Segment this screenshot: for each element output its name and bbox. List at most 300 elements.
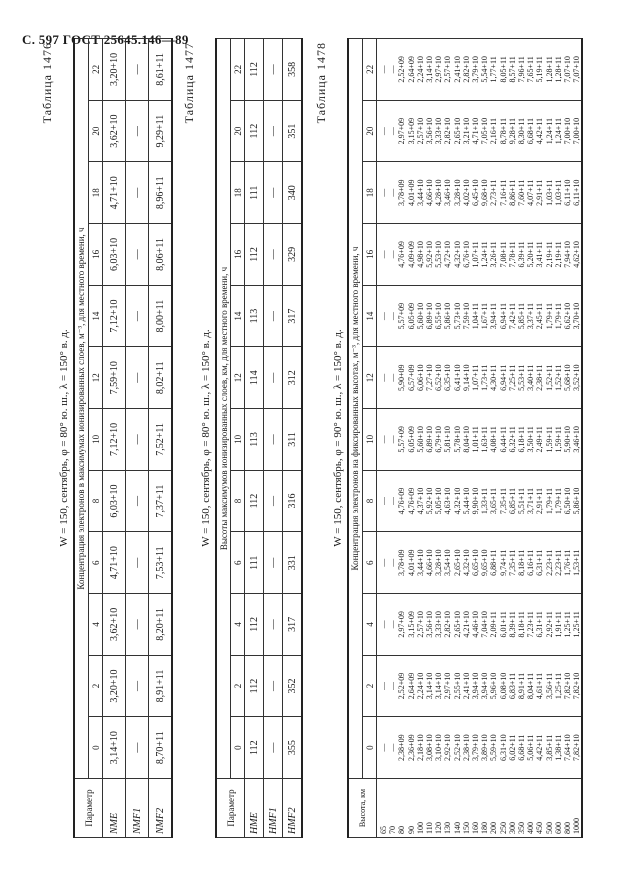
- value-cell: —: [379, 558, 388, 567]
- value-cell: 7,96+11: [517, 56, 527, 83]
- altitude-value: 65: [379, 826, 388, 834]
- value-cell: 2,24+10: [415, 56, 425, 83]
- value-cell: —: [264, 162, 283, 224]
- value-cell: 3,15+09: [406, 117, 416, 145]
- value-cell: 316: [283, 470, 303, 532]
- value-cell: 1,53+11: [572, 549, 582, 576]
- value-cell: 4,76+09: [406, 487, 416, 515]
- value-cell: 7,00+10: [563, 117, 573, 145]
- value-cell: 6,03+10: [103, 224, 126, 286]
- hour-header: 6: [363, 532, 377, 594]
- value-cell: 2,09+11: [489, 611, 499, 638]
- value-cell: 3,62+10: [103, 594, 126, 656]
- param-cell: NME: [103, 779, 126, 838]
- value-cell: 5,19+11: [535, 56, 545, 83]
- value-cell: 2,64+09: [406, 56, 416, 83]
- value-cell: —: [126, 100, 149, 162]
- value-cell: 5,59+10: [489, 734, 499, 761]
- value-cell: 7,12+10: [103, 285, 126, 347]
- value-cell: 6,02+11: [507, 734, 517, 761]
- value-cell: 1,25+11: [553, 672, 563, 700]
- value-cell: 6,18+11: [517, 426, 527, 453]
- param-header: Параметр: [74, 779, 103, 838]
- value-cell: 3,41+11: [535, 241, 545, 268]
- table-row: [103, 39, 126, 838]
- value-cell: 6,79+10: [434, 426, 444, 453]
- altitude-value: 250: [498, 822, 508, 834]
- hour-header: 18: [363, 162, 377, 224]
- value-cell: 2,64+09: [406, 672, 416, 700]
- value-cell: 4,76+09: [397, 487, 407, 515]
- value-cell: 4,21+10: [461, 611, 471, 638]
- hour-header: 16: [231, 224, 245, 286]
- value-cell: 8,70+11: [149, 717, 173, 779]
- value-cell: 6,06+10: [415, 364, 425, 391]
- value-cell: 2,91+11: [535, 487, 545, 515]
- value-cell: —: [388, 435, 398, 444]
- hour-header: 20: [231, 100, 245, 162]
- altitude-header: Высота, км: [348, 779, 377, 838]
- value-cell: 7,82+10: [572, 672, 582, 700]
- value-cell: 2,65+10: [452, 117, 462, 145]
- value-cell: —: [264, 655, 283, 717]
- value-cell: 2,92+10: [443, 734, 453, 761]
- value-cell: —: [264, 409, 283, 471]
- value-column: [377, 594, 583, 656]
- value-cell: 2,73+11: [489, 179, 499, 206]
- hour-header: 22: [363, 39, 377, 101]
- value-cell: 1,77+11: [489, 56, 499, 83]
- value-cell: 2,82+10: [461, 56, 471, 83]
- value-cell: 7,53+11: [149, 532, 173, 594]
- value-cell: 5,92+10: [425, 487, 435, 515]
- value-cell: 6,31+10: [498, 734, 508, 761]
- value-cell: —: [379, 682, 388, 691]
- value-cell: 7,42+11: [507, 302, 517, 330]
- value-cell: 9,90+10: [471, 487, 481, 515]
- altitude-value: 120: [434, 822, 444, 834]
- table-row: [126, 39, 149, 838]
- value-cell: 317: [283, 285, 303, 347]
- value-cell: 5,06+11: [526, 734, 536, 761]
- value-cell: —: [264, 39, 283, 101]
- value-cell: 4,32+10: [461, 549, 471, 576]
- value-cell: 7,52+11: [149, 409, 173, 471]
- value-cell: 1,28+11: [553, 56, 563, 83]
- value-cell: 5,53+11: [517, 364, 527, 391]
- value-cell: 4,01+09: [406, 549, 416, 576]
- hour-header: 8: [363, 470, 377, 532]
- value-cell: 7,35+11: [498, 487, 508, 515]
- value-cell: 4,01+09: [406, 179, 416, 207]
- value-cell: 2,91+11: [535, 179, 545, 206]
- value-cell: 4,62+10: [572, 241, 582, 268]
- param-header: Параметр: [216, 779, 245, 838]
- value-cell: 9,28+11: [507, 118, 517, 145]
- value-cell: 112: [245, 655, 264, 717]
- value-cell: 3,20+10: [103, 39, 126, 101]
- value-cell: 7,00+10: [572, 117, 582, 145]
- altitude-value: 130: [443, 822, 453, 834]
- table-1476-block: [40, 38, 173, 838]
- value-cell: 4,07+11: [526, 179, 536, 206]
- value-cell: 331: [283, 532, 303, 594]
- value-cell: 7,65+11: [526, 56, 536, 83]
- value-cell: 1,63+11: [480, 426, 490, 453]
- value-cell: 6,62+10: [563, 302, 573, 330]
- value-cell: 8,61+11: [149, 39, 173, 101]
- value-cell: 3,79+10: [471, 734, 481, 761]
- value-cell: 7,08+11: [498, 241, 508, 268]
- value-cell: —: [388, 743, 398, 752]
- value-cell: 3,44+10: [415, 549, 425, 576]
- value-cell: 7,25+11: [507, 364, 517, 391]
- value-cell: 6,45+10: [471, 179, 481, 207]
- value-cell: 3,21+10: [461, 117, 471, 145]
- value-cell: 1,04+11: [471, 302, 481, 330]
- value-cell: 4,71+10: [103, 532, 126, 594]
- altitude-value: 140: [452, 822, 462, 834]
- altitude-value: 500: [544, 822, 554, 834]
- value-cell: —: [264, 100, 283, 162]
- value-cell: 2,24+10: [415, 672, 425, 700]
- value-cell: —: [388, 373, 398, 382]
- value-cell: 6,39+11: [517, 241, 527, 268]
- value-cell: 2,55+10: [452, 672, 462, 700]
- value-cell: 5,05+10: [434, 487, 444, 515]
- value-cell: 6,68+11: [517, 734, 527, 761]
- value-cell: 8,39+11: [507, 611, 517, 638]
- value-cell: 2,97+10: [443, 672, 453, 700]
- param-cell: HMF2: [283, 779, 303, 838]
- value-cell: 3,08+10: [425, 734, 435, 761]
- value-cell: 3,62+10: [103, 100, 126, 162]
- value-cell: 3,56+11: [544, 672, 554, 700]
- value-cell: 1,91+11: [553, 611, 563, 638]
- value-column: [377, 100, 583, 162]
- value-cell: —: [126, 409, 149, 471]
- altitude-value: 800: [563, 822, 573, 834]
- value-cell: 8,91+11: [149, 655, 173, 717]
- hour-header: 22: [89, 39, 103, 101]
- value-cell: 1,59+11: [544, 426, 554, 453]
- value-cell: 4,08+11: [489, 426, 499, 453]
- value-cell: 3,79+10: [471, 56, 481, 83]
- value-cell: —: [264, 532, 283, 594]
- table-title: W = 150, сентябрь, φ = 80° ю. ш., λ = 150° в. д.: [200, 329, 212, 547]
- value-cell: 3,15+09: [406, 611, 416, 638]
- value-cell: 3,52+10: [572, 364, 582, 391]
- value-cell: 311: [283, 409, 303, 471]
- value-cell: 5,20+11: [526, 241, 536, 268]
- value-column: [377, 717, 583, 779]
- value-cell: 4,66+10: [425, 179, 435, 207]
- value-cell: —: [388, 127, 398, 136]
- value-cell: 312: [283, 347, 303, 409]
- hour-header: 14: [89, 285, 103, 347]
- value-cell: 4,30+11: [489, 364, 499, 391]
- value-cell: 112: [245, 594, 264, 656]
- table-1477: [215, 38, 303, 838]
- hour-header: 12: [231, 347, 245, 409]
- value-cell: 358: [283, 39, 303, 101]
- value-cell: 1,03+11: [553, 179, 563, 206]
- hour-header: 0: [231, 717, 245, 779]
- value-cell: 2,36+09: [406, 734, 416, 761]
- value-cell: 8,04+10: [461, 426, 471, 453]
- value-cell: 1,73+11: [480, 364, 490, 391]
- altitude-value: 180: [480, 822, 490, 834]
- value-cell: 2,19+11: [544, 241, 554, 268]
- value-cell: 3,89+10: [480, 734, 490, 761]
- value-cell: 1,01+11: [471, 426, 481, 453]
- value-cell: 5,78+10: [452, 426, 462, 453]
- altitude-column: [377, 779, 583, 838]
- table-number: Таблица 1477: [182, 42, 196, 124]
- altitude-value: 200: [489, 822, 499, 834]
- value-cell: —: [379, 312, 388, 321]
- value-cell: 6,89+10: [425, 426, 435, 453]
- value-cell: 6,31+11: [535, 611, 545, 638]
- value-cell: 4,42+11: [535, 118, 545, 145]
- value-cell: 6,08+10: [498, 672, 508, 700]
- table-1478: [347, 38, 583, 838]
- value-cell: 2,57+10: [415, 117, 425, 145]
- value-cell: 2,82+10: [443, 611, 453, 638]
- value-cell: 3,37+11: [526, 302, 536, 330]
- value-cell: 1,33+11: [480, 487, 490, 515]
- value-cell: —: [388, 65, 398, 74]
- value-cell: 3,14+10: [425, 56, 435, 83]
- value-cell: 6,52+10: [434, 364, 444, 391]
- value-cell: 4,28+10: [434, 179, 444, 207]
- value-cell: —: [126, 717, 149, 779]
- value-cell: 6,55+10: [434, 302, 444, 330]
- value-cell: 1,79+11: [544, 302, 554, 330]
- value-cell: 7,12+10: [103, 409, 126, 471]
- value-cell: 112: [245, 39, 264, 101]
- altitude-value: 450: [535, 822, 545, 834]
- value-cell: 6,94+11: [498, 302, 508, 330]
- page-header: С. 597 ГОСТ 25645.146—89: [22, 32, 189, 47]
- value-cell: 2,23+11: [544, 549, 554, 576]
- value-cell: 112: [245, 470, 264, 532]
- hour-header: 4: [231, 594, 245, 656]
- value-cell: —: [388, 188, 398, 197]
- value-cell: 5,73+10: [452, 302, 462, 330]
- value-cell: 7,04+10: [480, 611, 490, 638]
- value-cell: 6,83+11: [507, 672, 517, 700]
- value-column: [377, 470, 583, 532]
- value-cell: 6,50+10: [563, 487, 573, 515]
- hour-header: 12: [363, 347, 377, 409]
- value-cell: 8,86+11: [507, 179, 517, 206]
- value-cell: —: [379, 743, 388, 752]
- value-column: [377, 39, 583, 101]
- value-cell: 2,49+11: [535, 426, 545, 453]
- value-cell: 9,65+10: [480, 549, 490, 576]
- value-cell: 114: [245, 347, 264, 409]
- value-cell: 5,60+10: [415, 426, 425, 453]
- altitude-value: 110: [425, 822, 435, 834]
- value-cell: 4,72+10: [443, 241, 453, 268]
- value-cell: 4,32+10: [452, 241, 462, 268]
- value-cell: 111: [245, 162, 264, 224]
- value-cell: 3,94+10: [471, 672, 481, 700]
- value-cell: —: [379, 127, 388, 136]
- value-cell: —: [388, 620, 398, 629]
- value-cell: 1,76+11: [563, 549, 573, 576]
- value-cell: 1,79+11: [544, 487, 554, 515]
- value-cell: 3,65+11: [489, 487, 499, 515]
- value-cell: —: [126, 347, 149, 409]
- value-cell: 3,94+11: [489, 302, 499, 330]
- value-cell: 1,28+11: [544, 56, 554, 83]
- value-cell: 112: [245, 224, 264, 286]
- value-cell: —: [264, 224, 283, 286]
- value-column: [377, 224, 583, 286]
- value-cell: 8,91+11: [517, 672, 527, 700]
- value-cell: 3,33+10: [434, 611, 444, 638]
- value-cell: —: [264, 347, 283, 409]
- hour-header: 4: [89, 594, 103, 656]
- hour-header: 6: [89, 532, 103, 594]
- value-cell: 3,94+10: [480, 672, 490, 700]
- param-cell: HMF1: [264, 779, 283, 838]
- value-cell: 7,23+11: [526, 611, 536, 638]
- value-cell: 2,57+10: [443, 56, 453, 83]
- value-cell: 3,14+10: [434, 672, 444, 700]
- value-cell: 2,92+11: [544, 611, 554, 638]
- value-cell: —: [379, 250, 388, 259]
- hour-header: 12: [89, 347, 103, 409]
- value-cell: —: [379, 620, 388, 629]
- value-cell: —: [264, 285, 283, 347]
- value-cell: 1,79+11: [553, 302, 563, 330]
- value-cell: —: [379, 65, 388, 74]
- value-cell: —: [126, 39, 149, 101]
- value-cell: 112: [245, 100, 264, 162]
- value-cell: 8,78+11: [498, 118, 508, 145]
- value-cell: 2,16+11: [489, 118, 499, 145]
- value-cell: 2,82+10: [443, 117, 453, 145]
- value-cell: 2,65+10: [452, 549, 462, 576]
- value-cell: 4,32+10: [452, 487, 462, 515]
- value-cell: 355: [283, 717, 303, 779]
- value-cell: 5,81+10: [443, 426, 453, 453]
- value-cell: 3,85+11: [544, 734, 554, 761]
- value-cell: 6,94+11: [498, 364, 508, 391]
- value-cell: 8,18+11: [517, 611, 527, 638]
- altitude-value: 90: [406, 826, 416, 834]
- value-cell: 351: [283, 100, 303, 162]
- value-cell: 7,27+10: [425, 364, 435, 391]
- value-cell: 8,18+11: [517, 549, 527, 576]
- value-cell: 2,41+10: [461, 672, 471, 700]
- value-cell: 8,04+11: [526, 672, 536, 700]
- value-cell: 2,52+10: [452, 734, 462, 761]
- value-cell: —: [264, 594, 283, 656]
- value-cell: —: [264, 470, 283, 532]
- altitude-value: 150: [461, 822, 471, 834]
- value-cell: —: [388, 497, 398, 506]
- altitude-value: 1000: [572, 818, 582, 834]
- value-cell: —: [379, 435, 388, 444]
- value-cell: 1,24+11: [553, 118, 563, 145]
- table-row: [149, 39, 173, 838]
- table-number: Таблица 1478: [314, 42, 328, 124]
- value-cell: 3,28+10: [434, 549, 444, 576]
- value-cell: —: [379, 497, 388, 506]
- value-cell: 111: [245, 532, 264, 594]
- value-cell: 2,97+10: [434, 56, 444, 83]
- value-cell: 2,19+11: [553, 241, 563, 268]
- value-cell: 8,06+11: [149, 224, 173, 286]
- value-cell: 4,46+10: [471, 611, 481, 638]
- value-cell: 3,33+10: [434, 117, 444, 145]
- value-cell: 5,68+10: [563, 364, 573, 391]
- value-cell: 1,03+11: [544, 179, 554, 206]
- value-cell: 6,01+11: [498, 611, 508, 638]
- value-cell: 3,40+11: [526, 364, 536, 391]
- value-cell: 4,76+09: [397, 241, 407, 268]
- value-cell: 1,52+11: [553, 364, 563, 391]
- altitude-value: 70: [388, 826, 398, 834]
- param-cell: NMF1: [126, 779, 149, 838]
- value-cell: 7,05+10: [480, 117, 490, 145]
- value-cell: 5,57+09: [397, 426, 407, 453]
- value-cell: 4,71+10: [103, 162, 126, 224]
- value-cell: 6,32+11: [507, 426, 517, 453]
- altitude-value: 350: [517, 822, 527, 834]
- value-cell: 6,88+11: [489, 549, 499, 576]
- value-cell: 5,85+11: [517, 302, 527, 330]
- value-cell: 6,85+11: [507, 487, 517, 515]
- value-cell: 6,65+10: [471, 549, 481, 576]
- value-cell: 7,59+10: [461, 302, 471, 330]
- value-cell: 5,51+11: [517, 487, 527, 515]
- value-cell: 6,76+10: [461, 241, 471, 268]
- value-cell: 3,20+10: [103, 655, 126, 717]
- hour-header: 22: [231, 39, 245, 101]
- value-cell: 3,10+10: [434, 734, 444, 761]
- value-cell: 2,52+09: [397, 56, 407, 83]
- value-cell: 4,02+10: [461, 179, 471, 207]
- value-cell: 1,38+11: [553, 734, 563, 761]
- value-cell: 2,38+11: [535, 364, 545, 391]
- value-cell: 3,28+10: [452, 179, 462, 207]
- altitude-value: 80: [397, 826, 407, 834]
- value-cell: 1,24+11: [480, 241, 490, 268]
- value-cell: 6,11+10: [563, 179, 573, 206]
- value-cell: 5,44+10: [461, 487, 471, 515]
- hour-header: 18: [89, 162, 103, 224]
- value-cell: 2,41+10: [452, 56, 462, 83]
- value-cell: 1,52+11: [544, 364, 554, 391]
- hour-header: 14: [231, 285, 245, 347]
- hour-header: 8: [231, 470, 245, 532]
- table-row: [283, 39, 303, 838]
- table-row: [264, 39, 283, 838]
- value-cell: —: [388, 312, 398, 321]
- hour-header: 2: [89, 655, 103, 717]
- value-cell: 112: [245, 717, 264, 779]
- hour-header: 10: [231, 409, 245, 471]
- altitude-value: 160: [471, 822, 481, 834]
- value-cell: 1,25+11: [572, 611, 582, 638]
- table-1477-block: [182, 38, 303, 838]
- table-1478-block: [314, 38, 583, 838]
